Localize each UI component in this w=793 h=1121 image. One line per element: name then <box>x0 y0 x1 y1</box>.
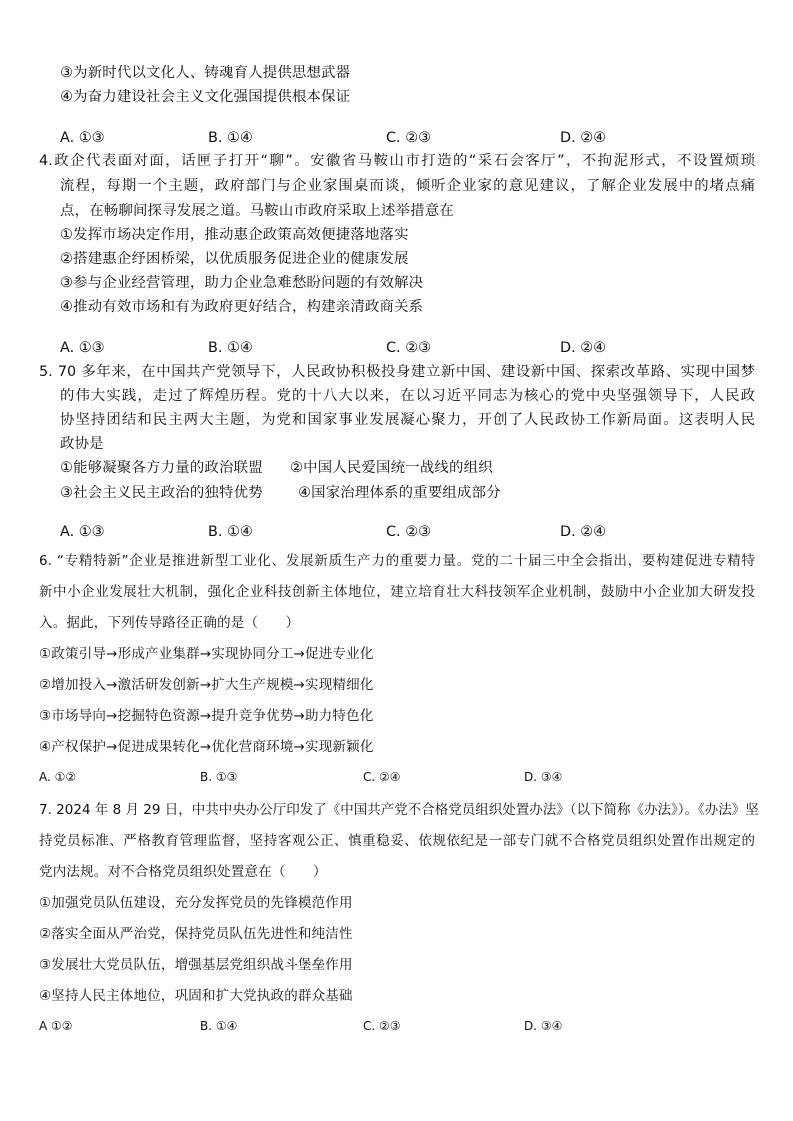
q5-option-d: D. ②④ <box>560 524 607 540</box>
q4-stem-line-1: 4.政企代表面对面，话匣子打开“聊”。安徽省马鞍山市打造的“采石会客厅”，不拘泥形式，不设置烦琐 <box>39 153 755 169</box>
q6-item-1: ①政策引导→形成产业集群→实现协同分工→促进专业化 <box>39 646 374 662</box>
q7-item-4: ④坚持人民主体地位，巩固和扩大党执政的群众基础 <box>39 988 353 1004</box>
q6-stem-line-3: 入。据此，下列传导路径正确的是（ ） <box>39 615 300 631</box>
q6-item-2: ②增加投入→激活研发创新→扩大生产规模→实现精细化 <box>39 677 374 693</box>
q5-stem-line-3: 协坚持团结和民主两大主题，为党和国家事业发展凝心聚力，开创了人民政协工作新局面。这表明人民 <box>60 412 755 428</box>
q3-option-a: A. ①③ <box>60 130 105 146</box>
q6-stem-line-1: 6. “专精特新”企业是推进新型工业化、发展新质生产力的重要力量。党的二十届三中全会指出，要构建促进专精特 <box>39 553 755 569</box>
q7-option-a: A ①② <box>39 1019 73 1033</box>
q7-option-d: D. ③④ <box>524 1019 563 1033</box>
q6-item-3: ③市场导向→挖掘特色资源→提升竞争优势→助力特色化 <box>39 708 374 724</box>
q5-item-1: ①能够凝聚各方力量的政治联盟 <box>60 460 263 476</box>
q3-item-4: ④为奋力建设社会主义文化强国提供根本保证 <box>60 89 351 105</box>
q6-option-d: D. ③④ <box>524 770 563 784</box>
q5-item-3: ③社会主义民主政治的独特优势 <box>60 485 263 501</box>
q5-option-a: A. ①③ <box>60 524 105 540</box>
q5-option-c: C. ②③ <box>386 524 431 540</box>
q6-item-4: ④产权保护→促进成果转化→优化营商环境→实现新颖化 <box>39 739 374 755</box>
q5-option-b: B. ①④ <box>208 524 253 540</box>
q4-item-4: ④推动有效市场和有为政府更好结合，构建亲清政商关系 <box>60 299 424 315</box>
q4-option-b: B. ①④ <box>208 340 253 356</box>
q6-option-a: A. ①② <box>39 770 77 784</box>
q5-stem-line-2: 的伟大实践，走过了辉煌历程。党的十八大以来，在以习近平同志为核心的党中央坚强领导下，人民政 <box>60 388 755 404</box>
q7-stem-line-3: 党内法规。对不合格党员组织处置意在（ ） <box>39 864 327 880</box>
q7-item-3: ③发展壮大党员队伍，增强基层党组织战斗堡垒作用 <box>39 957 353 973</box>
q5-item-4: ④国家治理体系的重要组成部分 <box>298 485 501 501</box>
q4-option-d: D. ②④ <box>560 340 607 356</box>
q3-option-b: B. ①④ <box>208 130 253 146</box>
q7-item-2: ②落实全面从严治党，保持党员队伍先进性和纯洁性 <box>39 926 353 942</box>
q3-item-3: ③为新时代以文化人、铸魂育人提供思想武器 <box>60 65 351 81</box>
q4-stem-line-3: 点，在畅聊间探寻发展之道。马鞍山市政府采取上述举措意在 <box>60 203 454 219</box>
q6-option-b: B. ①③ <box>200 770 238 784</box>
q4-option-a: A. ①③ <box>60 340 105 356</box>
q6-option-c: C. ②④ <box>363 770 401 784</box>
q7-item-1: ①加强党员队伍建设，充分发挥党员的先锋模范作用 <box>39 895 353 911</box>
q5-stem-line-4: 政协是 <box>60 436 104 452</box>
q7-stem-line-1: 7. 2024 年 8 月 29 日，中共中央办公厅印发了《中国共产党不合格党员组织处置办法》（以下简称《办法》）。《办法》坚 <box>39 802 759 818</box>
q6-stem-line-2: 新中小企业发展壮大机制，强化企业科技创新主体地位，建立培育壮大科技领军企业机制，鼓励中小企业加大研发投 <box>39 584 755 600</box>
q4-item-2: ②搭建惠企纾困桥梁，以优质服务促进企业的健康发展 <box>60 251 409 267</box>
q7-stem-line-2: 持党员标准、严格教育管理监督，坚持客观公正、慎重稳妥、依规依纪是一部专门就不合格党员组织处置作出规定的 <box>39 833 755 849</box>
q3-option-d: D. ②④ <box>560 130 607 146</box>
q7-option-c: C. ②③ <box>363 1019 401 1033</box>
q5-stem-line-1: 5. 70 多年来，在中国共产党领导下，人民政协积极投身建立新中国、建设新中国、探索改革路、实现中国梦 <box>39 364 755 380</box>
q4-item-3: ③参与企业经营管理，助力企业急难愁盼问题的有效解决 <box>60 275 424 291</box>
q3-option-c: C. ②③ <box>386 130 431 146</box>
q7-option-b: B. ①④ <box>200 1019 238 1033</box>
q4-stem-line-2: 流程，每期一个主题，政府部门与企业家围桌而谈，倾听企业家的意见建议，了解企业发展中的堵点痛 <box>60 178 755 194</box>
q4-item-1: ①发挥市场决定作用，推动惠企政策高效便捷落地落实 <box>60 227 409 243</box>
q5-item-2: ②中国人民爱国统一战线的组织 <box>290 460 493 476</box>
q4-option-c: C. ②③ <box>386 340 431 356</box>
